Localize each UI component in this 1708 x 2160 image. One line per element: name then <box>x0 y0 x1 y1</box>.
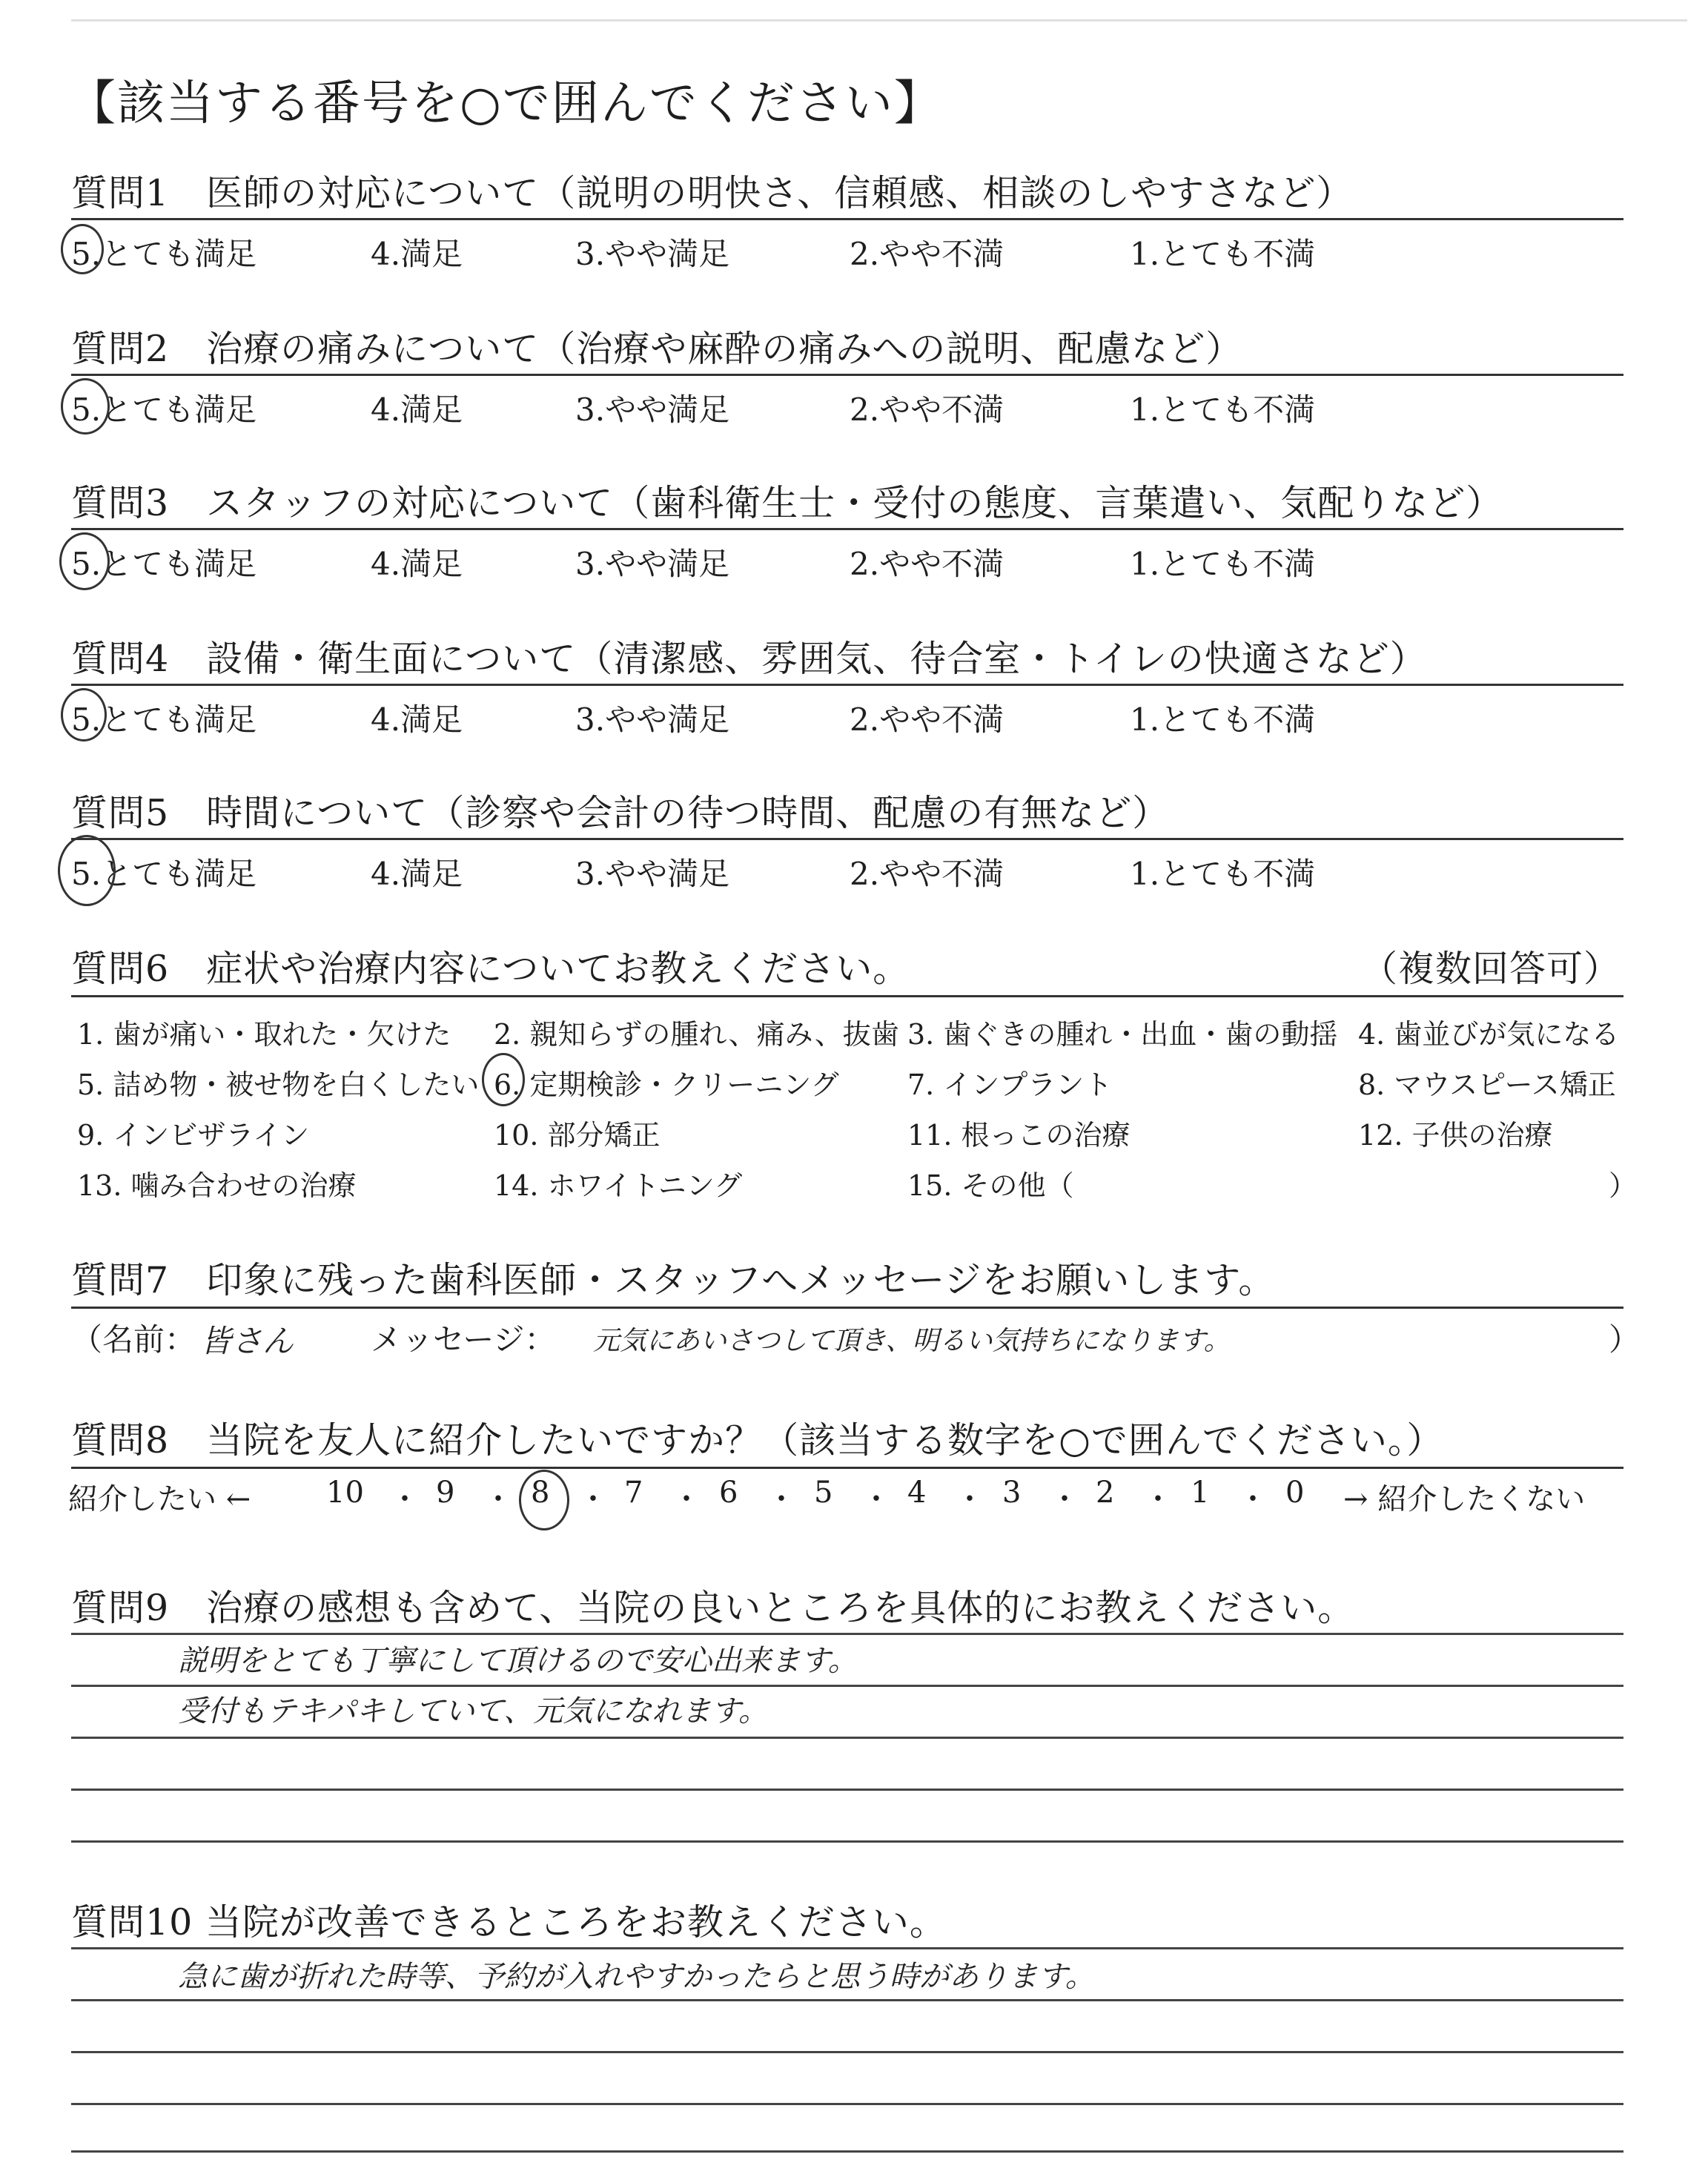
q8-scale-1[interactable]: 1 <box>1191 1476 1210 1510</box>
q2-option-4[interactable]: 4.満足 <box>371 392 463 428</box>
q7-message-value[interactable]: 元気にあいさつして頂き、明るい気持ちになります。 <box>593 1326 1231 1356</box>
q6-multiple-note: （複数回答可） <box>1361 948 1621 990</box>
question-6: 質問6 症状や治療内容についてお教えください。 <box>71 948 910 990</box>
q9-line <box>71 1840 1623 1843</box>
q6-cat-1[interactable]: 1. 歯が痛い・取れた・欠けた <box>77 1018 451 1051</box>
q8-scale-0[interactable]: 0 <box>1285 1476 1305 1510</box>
q9-line <box>71 1685 1623 1687</box>
q8-scale-6[interactable]: 6 <box>719 1476 738 1510</box>
q6-cat-10[interactable]: 10. 部分矯正 <box>494 1119 661 1152</box>
q5-option-3[interactable]: 3.やや満足 <box>575 856 730 892</box>
q6-cat-4[interactable]: 4. 歯並びが気になる <box>1358 1018 1620 1051</box>
q1-option-4[interactable]: 4.満足 <box>371 236 463 272</box>
question-4: 質問4 設備・衛生面について（清潔感、雰囲気、待合室・トイレの快適さなど） <box>71 638 1427 680</box>
q9-answer-line-2[interactable]: 受付もテキパキしていて、元気になれます。 <box>178 1694 768 1728</box>
q8-scale-dot: ・ <box>955 1482 984 1516</box>
q6-cat-3[interactable]: 3. 歯ぐきの腫れ・出血・歯の動揺 <box>907 1018 1338 1051</box>
q5-option-2[interactable]: 2.やや不満 <box>850 856 1004 892</box>
q7-close-paren: ） <box>1609 1321 1641 1358</box>
q2-option-5[interactable]: 5.とても満足 <box>71 392 257 428</box>
q6-cat-5[interactable]: 5. 詰め物・被せ物を白くしたい <box>77 1069 480 1101</box>
q8-scale-dot: ・ <box>578 1482 608 1516</box>
q6-cat-7[interactable]: 7. インプラント <box>907 1069 1113 1101</box>
q2-option-2[interactable]: 2.やや不満 <box>850 392 1004 428</box>
q8-scale-4[interactable]: 4 <box>907 1476 927 1510</box>
question-9: 質問9 治療の感想も含めて、当院の良いところを具体的にお教えください。 <box>71 1587 1355 1629</box>
q5-selected-circle <box>58 835 116 906</box>
q1-option-3[interactable]: 3.やや満足 <box>575 236 730 272</box>
q10-line <box>71 1999 1623 2001</box>
q4-option-3[interactable]: 3.やや満足 <box>575 701 730 738</box>
q8-scale-5[interactable]: 5 <box>814 1476 833 1510</box>
q6-cat-9[interactable]: 9. インビザライン <box>77 1119 310 1152</box>
q6-other-close: ） <box>1609 1169 1638 1202</box>
q8-left-label: 紹介したい ← <box>68 1482 251 1516</box>
q6-cat-6[interactable]: 6. 定期検診・クリーニング <box>494 1069 839 1101</box>
q8-scale-dot: ・ <box>767 1482 796 1516</box>
question-1: 質問1 医師の対応について（説明の明快さ、信頼感、相談のしやすさなど） <box>71 172 1354 214</box>
q8-scale-7[interactable]: 7 <box>624 1476 643 1510</box>
q8-scale-2[interactable]: 2 <box>1096 1476 1115 1510</box>
q8-scale-dot: ・ <box>1050 1482 1079 1516</box>
q10-line <box>71 2103 1623 2105</box>
q4-option-4[interactable]: 4.満足 <box>371 701 463 738</box>
q1-selected-circle <box>61 224 104 274</box>
q3-option-3[interactable]: 3.やや満足 <box>575 546 730 582</box>
q8-scale-dot: ・ <box>483 1482 513 1516</box>
q8-right-label: → 紹介したくない <box>1343 1482 1586 1516</box>
q3-option-2[interactable]: 2.やや不満 <box>850 546 1004 582</box>
q5-option-1[interactable]: 1.とても不満 <box>1130 856 1316 892</box>
q6-cat-12[interactable]: 12. 子供の治療 <box>1358 1119 1553 1152</box>
q8-scale-dot: ・ <box>390 1482 420 1516</box>
q2-rule <box>71 374 1623 376</box>
q10-line <box>71 2150 1623 2153</box>
q8-scale-9[interactable]: 9 <box>436 1476 455 1510</box>
question-10: 質問10 当院が改善できるところをお教えください。 <box>71 1901 947 1943</box>
q4-option-5[interactable]: 5.とても満足 <box>71 701 257 738</box>
q2-selected-circle <box>61 378 110 435</box>
q4-rule <box>71 684 1623 686</box>
q6-cat-13[interactable]: 13. 噛み合わせの治療 <box>77 1169 357 1202</box>
q7-message-label: メッセージ： <box>371 1321 556 1358</box>
q7-name-value[interactable]: 皆さん <box>200 1323 294 1359</box>
q8-scale-dot: ・ <box>672 1482 701 1516</box>
q6-cat-11[interactable]: 11. 根っこの治療 <box>907 1119 1131 1152</box>
q3-selected-circle <box>59 532 110 590</box>
q10-line <box>71 1947 1623 1949</box>
q9-line <box>71 1737 1623 1739</box>
q4-option-2[interactable]: 2.やや不満 <box>850 701 1004 738</box>
q6-cat-2[interactable]: 2. 親知らずの腫れ、痛み、抜歯 <box>494 1018 899 1051</box>
q6-cat-14[interactable]: 14. ホワイトニング <box>494 1169 743 1202</box>
q6-cat-8[interactable]: 8. マウスピース矯正 <box>1358 1069 1616 1101</box>
q1-option-5[interactable]: 5.とても満足 <box>71 236 257 272</box>
q2-option-1[interactable]: 1.とても不満 <box>1130 392 1316 428</box>
q10-line <box>71 2051 1623 2053</box>
q8-selected-circle <box>519 1470 569 1530</box>
question-5: 質問5 時間について（診察や会計の待つ時間、配慮の有無など） <box>71 792 1170 834</box>
q4-selected-circle <box>61 688 107 742</box>
q10-answer-line-1[interactable]: 急に歯が折れた時等、予約が入れやすかったらと思う時があります。 <box>178 1960 1095 1994</box>
q8-scale-3[interactable]: 3 <box>1002 1476 1022 1510</box>
q6-selected-circle <box>482 1053 525 1106</box>
q7-name-label: （名前： <box>71 1321 196 1358</box>
q6-cat-15[interactable]: 15. その他（ <box>907 1169 1074 1202</box>
q9-line <box>71 1789 1623 1791</box>
q7-rule <box>71 1307 1623 1309</box>
q3-option-5[interactable]: 5.とても満足 <box>71 546 257 582</box>
q9-answer-line-1[interactable]: 説明をとても丁寧にして頂けるので安心出来ます。 <box>178 1644 858 1678</box>
q8-scale-dot: ・ <box>1238 1482 1268 1516</box>
q5-rule <box>71 838 1623 840</box>
q1-option-2[interactable]: 2.やや不満 <box>850 236 1004 272</box>
q9-line <box>71 1633 1623 1635</box>
question-3: 質問3 スタッフの対応について（歯科衛生士・受付の態度、言葉遣い、気配りなど） <box>71 482 1503 524</box>
q3-option-4[interactable]: 4.満足 <box>371 546 463 582</box>
q8-scale-dot: ・ <box>1143 1482 1173 1516</box>
q5-option-5[interactable]: 5.とても満足 <box>71 856 257 892</box>
q6-rule <box>71 995 1623 997</box>
q2-option-3[interactable]: 3.やや満足 <box>575 392 730 428</box>
q1-option-1[interactable]: 1.とても不満 <box>1130 236 1316 272</box>
q8-scale-10[interactable]: 10 <box>326 1476 364 1510</box>
top-border <box>71 19 1687 22</box>
q4-option-1[interactable]: 1.とても不満 <box>1130 701 1316 738</box>
question-7: 質問7 印象に残った歯科医師・スタッフへメッセージをお願いします。 <box>71 1259 1276 1301</box>
question-2: 質問2 治療の痛みについて（治療や麻酔の痛みへの説明、配慮など） <box>71 328 1243 370</box>
q8-rule <box>71 1467 1623 1469</box>
q3-rule <box>71 528 1623 530</box>
q8-scale-8[interactable]: 8 <box>531 1476 550 1510</box>
form-title: 【該当する番号を○で囲んでください】 <box>68 76 943 131</box>
q1-rule <box>71 218 1623 220</box>
q3-option-1[interactable]: 1.とても不満 <box>1130 546 1316 582</box>
q8-scale-dot: ・ <box>861 1482 891 1516</box>
question-8: 質問8 当院を友人に紹介したいですか？（該当する数字を○で囲んでください。） <box>71 1419 1444 1462</box>
q5-option-4[interactable]: 4.満足 <box>371 856 463 892</box>
